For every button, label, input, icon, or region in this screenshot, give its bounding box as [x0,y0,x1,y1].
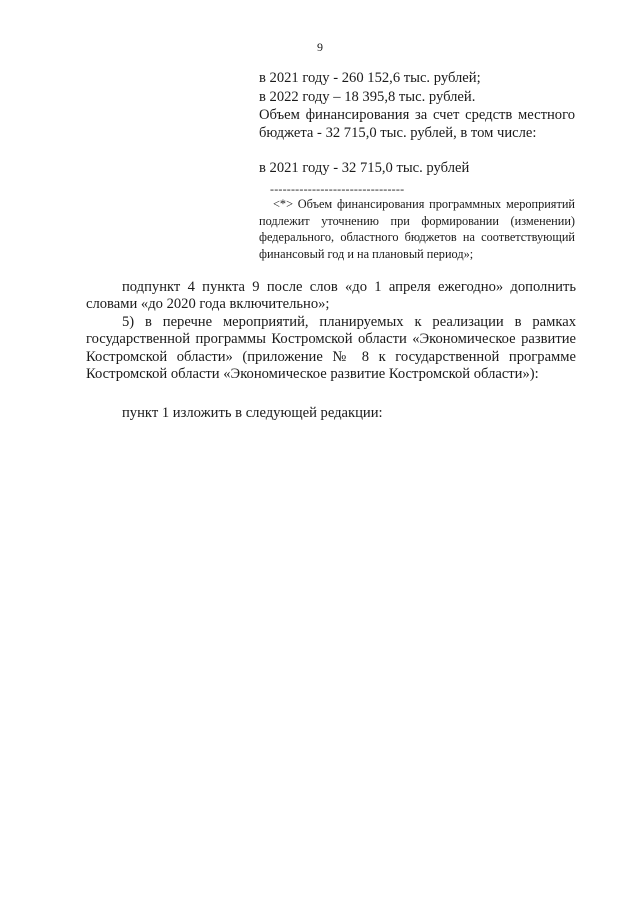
page-number: 9 [317,40,323,54]
footnote-separator: -------------------------------- [270,182,405,196]
paragraph-subpoint-4: подпункт 4 пункта 9 после слов «до 1 апреля ежегодно» дополнить словами «до 2020 года включительно»; [86,279,576,313]
local-budget-year-line: в 2021 году - 32 715,0 тыс. рублей [259,160,470,176]
paragraph-point-1: пункт 1 изложить в следующей редакции: [122,405,383,421]
local-budget-paragraph: Объем финансирования за счет средств местного бюджета - 32 715,0 тыс. рублей, в том числе: [259,107,575,141]
footnote-text: <*> Объем финансирования программных мероприятий подлежит уточнению при формировании (изменении) федерального, областного бюджетов на соответствующий финансовый год и на плановый период»; [259,197,575,261]
paragraph-item-5: 5) в перечне мероприятий, планируемых к реализации в рамках государственной программы Костромской области «Экономическое развитие Костромской области» (приложение № 8 к государственной программе Костромской области «Экономическое развитие Костромской области»): [86,314,576,382]
funding-year-2021-line: в 2021 году - 260 152,6 тыс. рублей; [259,70,481,86]
funding-year-2022-line: в 2022 году – 18 395,8 тыс. рублей. [259,89,476,105]
